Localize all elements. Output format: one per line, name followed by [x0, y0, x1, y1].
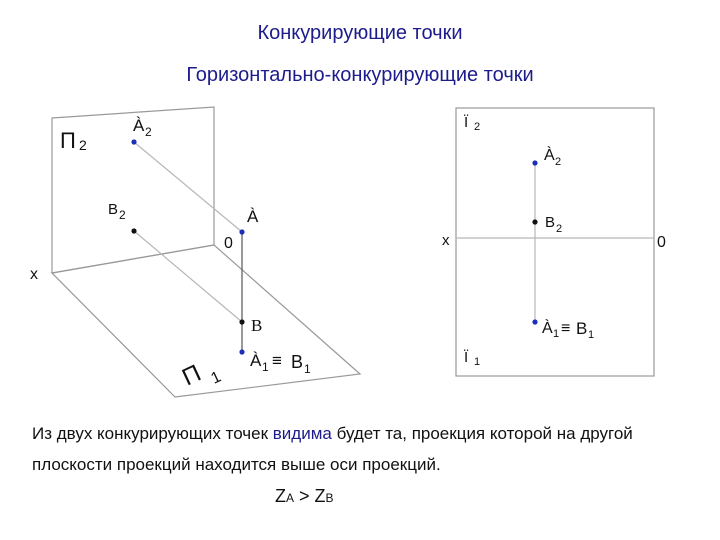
formula-zb: Z — [314, 486, 326, 506]
epure-point-a2 — [532, 160, 537, 165]
label-b2: B — [108, 201, 119, 218]
label-p1-sub: 1 — [208, 368, 224, 388]
label-x-left: x — [30, 266, 38, 283]
projector-a2-a — [134, 142, 242, 232]
epure-label-p2-sub: 2 — [474, 121, 481, 133]
caption-part2: будет та, проекция которой на другой плоскости проекций находится выше оси проекций. — [32, 424, 633, 474]
label-b: B — [251, 316, 263, 335]
explanation-text — [32, 418, 702, 480]
label-p2: П — [60, 128, 76, 153]
label-b2-sub: 2 — [119, 208, 126, 222]
label-b1: B — [291, 352, 304, 372]
formula-za: Z — [275, 486, 286, 506]
epure-label-b1: B — [576, 319, 588, 338]
point-a — [239, 229, 244, 234]
epure-label-p1: Ï — [464, 349, 469, 366]
left-3d-diagram — [30, 107, 360, 397]
caption-highlight: видима — [272, 424, 332, 443]
main-title: Конкурирующие точки — [257, 22, 463, 44]
right-epure-diagram — [442, 108, 666, 376]
epure-label-equiv: ≡ — [561, 320, 571, 337]
comparison-formula — [275, 486, 334, 507]
epure-label-b2: B — [545, 214, 556, 231]
label-a1-sub: 1 — [262, 360, 269, 374]
horizontal-plane — [52, 245, 360, 397]
epure-label-p2: Ï — [464, 114, 469, 131]
epure-label-origin: 0 — [657, 234, 666, 251]
formula-zb-sub: B — [325, 491, 334, 505]
epure-label-x: x — [442, 232, 450, 249]
caption-part1: Из двух конкурирующих точек — [32, 424, 273, 443]
point-b2 — [131, 228, 136, 233]
formula-za-sub: A — [286, 491, 295, 505]
point-b — [239, 319, 244, 324]
epure-point-b2 — [532, 219, 537, 224]
epure-label-a2-sub: 2 — [555, 156, 562, 168]
epure-label-b2-sub: 2 — [556, 223, 563, 235]
label-p2-sub: 2 — [79, 137, 87, 153]
label-a: À — [247, 207, 259, 226]
epure-label-a2: À — [544, 147, 555, 164]
epure-label-b1-sub: 1 — [588, 329, 595, 341]
label-b1-sub: 1 — [304, 362, 311, 376]
label-origin-left: 0 — [224, 235, 233, 252]
label-equiv-left: ≡ — [272, 351, 282, 370]
label-a2-sub: 2 — [145, 125, 152, 139]
label-a2: À — [133, 116, 145, 135]
epure-point-a1-b1 — [532, 319, 537, 324]
label-p1: П — [178, 359, 206, 392]
point-a1-b1 — [239, 349, 244, 354]
point-a2 — [131, 139, 136, 144]
epure-label-a1-sub: 1 — [553, 328, 560, 340]
epure-label-a1: À — [542, 320, 553, 337]
epure-label-p1-sub: 1 — [474, 356, 481, 368]
subtitle: Горизонтально-конкурирующие точки — [186, 64, 534, 86]
formula-gt: > — [294, 486, 315, 506]
label-a1: À — [250, 351, 262, 370]
